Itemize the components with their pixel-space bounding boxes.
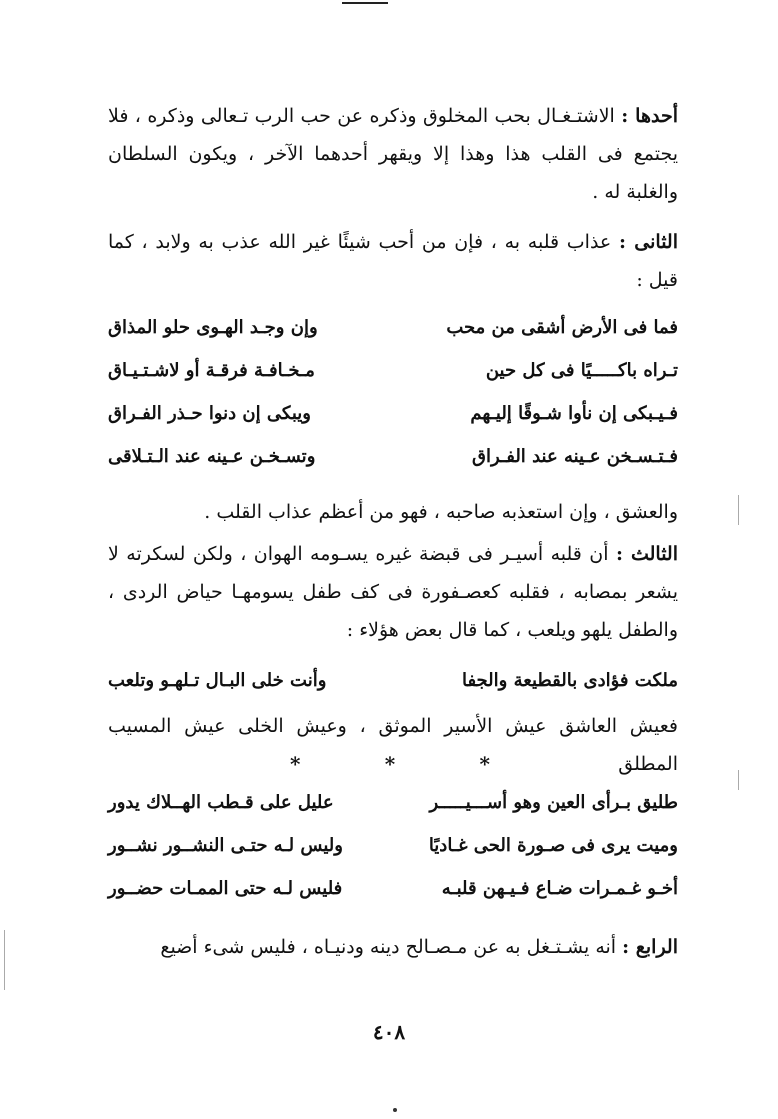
paragraph-first <box>108 97 678 211</box>
verse-first-hemistich: فما فى الأرض أشقى من محب <box>446 317 678 338</box>
verse-row <box>108 435 678 478</box>
star-mark: * <box>384 752 396 776</box>
verse-first-hemistich: ملكت فؤادى بالقطيعة والجفا <box>461 670 678 691</box>
paragraph-text: عذاب قلبه به ، فإن من أحب شيئًا غير الله عذب به ولابد ، كما قيل : <box>108 231 678 291</box>
paragraph-lead: الرابع : <box>622 936 678 958</box>
verse-first-hemistich: فـيـبكى إن نأوا شـوقًا إليـهم <box>470 403 678 424</box>
paragraph-third <box>108 493 678 531</box>
verse-first-hemistich: تـراه باكـــــيًا فى كل حين <box>485 360 678 381</box>
paragraph-lead: الثانى : <box>618 231 679 253</box>
verse-first-hemistich: طليق بـرأى العين وهو أســـيـــــر <box>429 792 678 813</box>
verse-row <box>108 824 678 867</box>
page-number: ٤٠٨ <box>372 1020 406 1044</box>
bottom-mark <box>393 1108 397 1112</box>
verse-second-hemistich: وتسـخـن عـينه عند الـتـلاقى <box>108 446 316 467</box>
verse-second-hemistich: فليس لـه حتى الممـات حضــور <box>108 878 343 899</box>
verse-second-hemistich: وأنت خلى البـال تـلهـو وتلعب <box>108 670 327 691</box>
poem-second <box>108 659 678 702</box>
paragraph-text: فعيش العاشق عيش الأسير الموثق ، وعيش الخلى عيش المسيب المطلق <box>108 715 678 775</box>
star-separator <box>290 752 490 776</box>
verse-first-hemistich: وميت يرى فى صـورة الحى غـاديًا <box>428 835 678 856</box>
verse-row <box>108 349 678 392</box>
top-rule <box>342 2 388 4</box>
scan-margin-mark <box>4 930 5 990</box>
verse-first-hemistich: أخـو غـمـرات ضـاع فـيـهن قلبـه <box>441 878 678 899</box>
verse-row <box>108 306 678 349</box>
paragraph-lead: أحدها : <box>621 105 678 127</box>
verse-row <box>108 659 678 702</box>
scan-margin-mark <box>738 495 739 525</box>
poem-third <box>108 781 678 910</box>
poem-first <box>108 306 678 478</box>
scan-margin-mark <box>738 770 739 790</box>
verse-second-hemistich: مـخـافـة فرقـة أو لاشـتـيـاق <box>108 360 315 381</box>
verse-second-hemistich: وإن وجـد الهـوى حلو المذاق <box>108 317 318 338</box>
verse-second-hemistich: عليل على قـطب الهــلاك يدور <box>108 792 334 813</box>
star-mark: * <box>290 752 301 776</box>
paragraph-text: والعشق ، وإن استعذبه صاحبه ، فهو من أعظم عذاب القلب . <box>204 501 678 523</box>
star-mark: * <box>479 752 490 776</box>
paragraph-text: أن قلبه أسيـر فى قبضة غيره يسـومه الهوان ، ولكن لسكرته لا يشعر بمصابه ، فقلبه كعصـفورة فى كف طفل يسومهـا حياض الردى ، والطفل يلهو ويلعب ، كما قال بعض هؤلاء : <box>108 543 678 641</box>
verse-row <box>108 867 678 910</box>
paragraph-text: أنه يشـتـغل به عن مـصـالح دينه ودنيـاه ، فليس شىء أضيع <box>160 936 623 958</box>
verse-row <box>108 392 678 435</box>
paragraph-sixth <box>108 928 678 966</box>
paragraph-fourth <box>108 535 678 649</box>
verse-second-hemistich: ويبكى إن دنوا حـذر الفـراق <box>108 403 311 424</box>
verse-second-hemistich: وليس لـه حتـى النشــور نشــور <box>108 835 343 856</box>
paragraph-text: الاشتـغـال بحب المخلوق وذكره عن حب الرب تـعالى وذكره ، فلا يجتمع فى القلب هذا وهذا إلا ويقهر أحدهما الآخر ، ويكون السلطان والغلبة له . <box>108 105 678 203</box>
verse-row <box>108 781 678 824</box>
paragraph-lead: الثالث : <box>615 543 678 565</box>
paragraph-second <box>108 223 678 299</box>
verse-first-hemistich: فـتـسـخن عـينه عند الفـراق <box>472 446 678 467</box>
